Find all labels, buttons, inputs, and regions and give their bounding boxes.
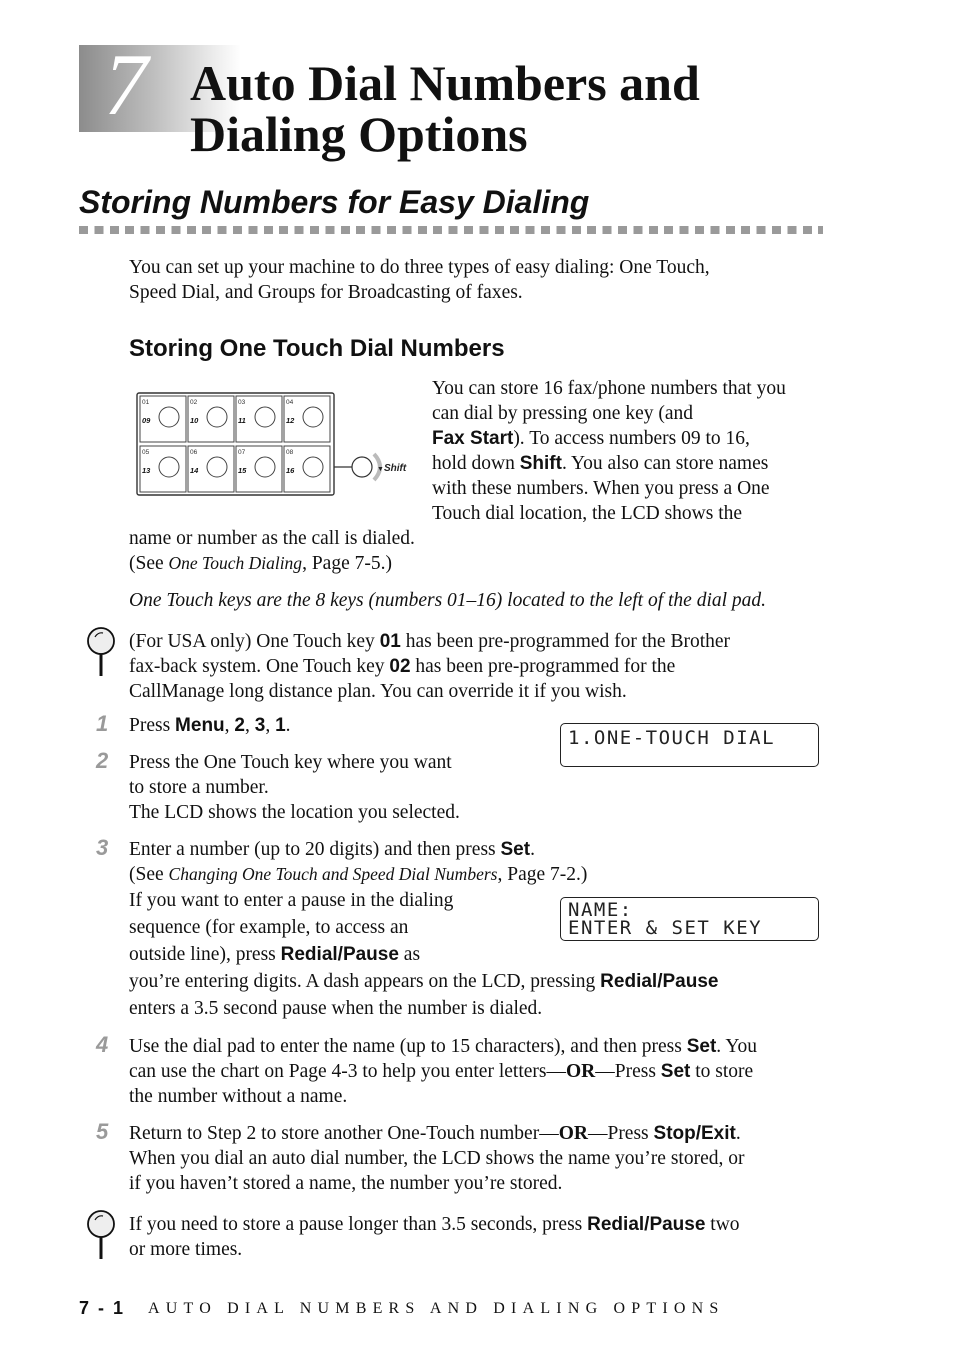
key-shift-number: 15 (238, 466, 247, 475)
step-number-4: 4 (96, 1032, 109, 1057)
text: two (705, 1214, 740, 1235)
text-line: sequence (for example, to access an (129, 917, 409, 938)
text: , Page 7-2.) (497, 864, 588, 885)
reference-title: Changing One Touch and Speed Dial Numbers (168, 864, 498, 884)
note-usa-preprogrammed (129, 629, 849, 704)
text-line: enters a 3.5 second pause when the number is dialed. (129, 998, 543, 1019)
key-1: 1 (275, 715, 286, 736)
text-line: When you dial an auto dial number, the LCD shows the name you’re stored, or (129, 1148, 745, 1169)
text: If you need to store a pause longer than 3.5 seconds, press (129, 1214, 588, 1235)
key-label: 03 (238, 399, 246, 406)
text: , (224, 715, 235, 736)
chapter-number: 7 (104, 37, 148, 134)
one-touch-key (236, 396, 282, 442)
key-shift-number: 16 (286, 466, 295, 475)
text: as (398, 944, 421, 965)
step-number-1: 1 (96, 711, 109, 736)
section-title: Storing Numbers for Easy Dialing (79, 184, 590, 220)
subsection-title: Storing One Touch Dial Numbers (129, 335, 505, 362)
text: . You (716, 1036, 757, 1057)
text: (For USA only) One Touch key (129, 631, 380, 652)
one-touch-key (284, 446, 330, 492)
lcd-screen-one-touch-dial (560, 723, 819, 767)
key-shift-number: 13 (142, 466, 151, 475)
key-01: 01 (379, 631, 401, 652)
chapter-title-line2: Dialing Options (190, 106, 528, 162)
step-number-5: 5 (96, 1119, 109, 1144)
text: . You also can store names (561, 453, 769, 474)
key-label: 08 (286, 449, 294, 456)
key-set: Set (500, 839, 531, 860)
section-divider (79, 226, 823, 234)
text: fax-back system. One Touch key (129, 656, 390, 677)
key-button-icon (159, 407, 179, 427)
key-shift-number: 14 (190, 466, 199, 475)
text: ). To access numbers 09 to 16, (513, 428, 750, 449)
key-redial-pause: Redial/Pause (280, 944, 399, 965)
text-line (129, 968, 849, 995)
text-line (129, 629, 849, 654)
text: —Press (587, 1123, 654, 1144)
key-button-icon (255, 457, 275, 477)
text: has been pre-programmed for the (410, 656, 676, 677)
text-line (129, 941, 849, 968)
key-shift: Shift (519, 453, 562, 474)
step-4-text (129, 1034, 859, 1109)
text-line: the number without a name. (129, 1086, 348, 1107)
text: . (285, 715, 291, 736)
text-line: with these numbers. When you press a One (432, 478, 770, 499)
lcd-screen-name-entry (560, 897, 819, 941)
text-line (432, 451, 832, 476)
text-line: or more times. (129, 1239, 243, 1260)
text: , (265, 715, 276, 736)
text-line: If you want to enter a pause in the dialing (129, 890, 454, 911)
lcd-line: 1.ONE-TOUCH DIAL (568, 727, 776, 749)
one-touch-key (284, 396, 330, 442)
text-line (129, 1059, 859, 1084)
footer-chapter-title: AUTO DIAL NUMBERS AND DIALING OPTIONS (148, 1300, 725, 1317)
key-label: 07 (238, 449, 246, 456)
shift-key-label: ▼Shift (377, 463, 407, 474)
text: , (244, 715, 255, 736)
text: —Press (595, 1061, 661, 1082)
text-line (129, 1212, 849, 1237)
key-button-icon (303, 407, 323, 427)
text: Return to Step 2 to store another One-Touch number— (129, 1123, 559, 1144)
key-label: 02 (190, 399, 198, 406)
one-touch-key (236, 446, 282, 492)
one-touch-keypad-illustration (136, 392, 416, 498)
key-set: Set (660, 1061, 691, 1082)
lcd-line: ENTER & SET KEY (568, 917, 763, 939)
text: Press (129, 715, 176, 736)
footer-page-number: 7 - 1 (79, 1298, 126, 1318)
key-label: 04 (286, 399, 294, 406)
text: (See (129, 553, 169, 574)
text: , Page 7-5.) (302, 553, 392, 574)
text: outside line), press (129, 944, 281, 965)
text: Use the dial pad to enter the name (up to 15 characters), and then press (129, 1036, 687, 1057)
text-line (129, 837, 849, 862)
text: . (735, 1123, 741, 1144)
text: to store (690, 1061, 754, 1082)
lcd-line: NAME: (568, 899, 633, 921)
text-line: Press the One Touch key where you want (129, 752, 452, 773)
one-touch-key (140, 446, 186, 492)
one-touch-description-cont (129, 526, 629, 576)
key-button-icon (255, 407, 275, 427)
one-touch-key (188, 396, 234, 442)
one-touch-key (140, 396, 186, 442)
shift-button-icon (352, 457, 372, 477)
key-button-icon (207, 407, 227, 427)
intro-line: You can set up your machine to do three types of easy dialing: One Touch, (129, 257, 710, 278)
one-touch-description (432, 376, 832, 526)
text-line: if you haven’t stored a name, the number you’re stored. (129, 1173, 563, 1194)
text-line: CallManage long distance plan. You can override it if you wish. (129, 681, 627, 702)
text-line: name or number as the call is dialed. (129, 528, 415, 549)
text: Enter a number (up to 20 digits) and then press (129, 839, 501, 860)
reference-title: One Touch Dialing (168, 553, 303, 573)
key-redial-pause: Redial/Pause (600, 971, 719, 992)
key-3: 3 (254, 715, 266, 736)
text-line (432, 426, 832, 451)
step-5-text (129, 1121, 859, 1196)
one-touch-keys-note: One Touch keys are the 8 keys (numbers 01–16) located to the left of the dial pad. (129, 590, 767, 611)
or-emphasis: OR (565, 1061, 596, 1082)
key-stop-exit: Stop/Exit (653, 1123, 736, 1144)
key-label: 01 (142, 399, 150, 406)
step-1-text (129, 713, 291, 738)
note-pin-icon (86, 1209, 116, 1261)
key-shift-number: 11 (238, 416, 246, 425)
text: . (530, 839, 535, 860)
cross-reference (129, 551, 629, 576)
text: has been pre-programmed for the Brother (400, 631, 731, 652)
text: you’re entering digits. A dash appears on the LCD, pressing (129, 971, 601, 992)
text-line (129, 1121, 859, 1146)
section-intro (129, 255, 829, 305)
step-2-text (129, 750, 549, 825)
key-shift-number: 09 (142, 416, 151, 425)
note-pin-icon (86, 626, 116, 678)
text-line: You can store 16 fax/phone numbers that you (432, 378, 786, 399)
text-line: The LCD shows the location you selected. (129, 802, 460, 823)
key-redial-pause: Redial/Pause (587, 1214, 706, 1235)
key-shift-number: 12 (286, 416, 295, 425)
key-menu: Menu (175, 715, 225, 736)
or-emphasis: OR (558, 1123, 588, 1144)
text-line (129, 1034, 859, 1059)
note-long-pause (129, 1212, 849, 1262)
text-line (129, 654, 849, 679)
text: can use the chart on Page 4-3 to help you enter letters— (129, 1061, 566, 1082)
key-set: Set (686, 1036, 717, 1057)
key-button-icon (207, 457, 227, 477)
key-button-icon (303, 457, 323, 477)
text: hold down (432, 453, 520, 474)
key-label: 05 (142, 449, 150, 456)
key-02: 02 (389, 656, 411, 677)
step-number-3: 3 (96, 835, 109, 860)
cross-reference (129, 862, 849, 887)
text: (See (129, 864, 169, 885)
text-line: can dial by pressing one key (and (432, 403, 694, 424)
one-touch-key (188, 446, 234, 492)
key-shift-number: 10 (190, 416, 199, 425)
chapter-title-line1: Auto Dial Numbers and (190, 55, 700, 111)
text-line: to store a number. (129, 777, 269, 798)
text-line: Touch dial location, the LCD shows the (432, 503, 743, 524)
key-button-icon (159, 457, 179, 477)
key-2: 2 (234, 715, 245, 736)
key-fax-start: Fax Start (432, 428, 514, 449)
intro-line: Speed Dial, and Groups for Broadcasting of faxes. (129, 282, 523, 303)
chapter-title (190, 55, 700, 162)
key-label: 06 (190, 449, 198, 456)
step-number-2: 2 (96, 748, 109, 773)
